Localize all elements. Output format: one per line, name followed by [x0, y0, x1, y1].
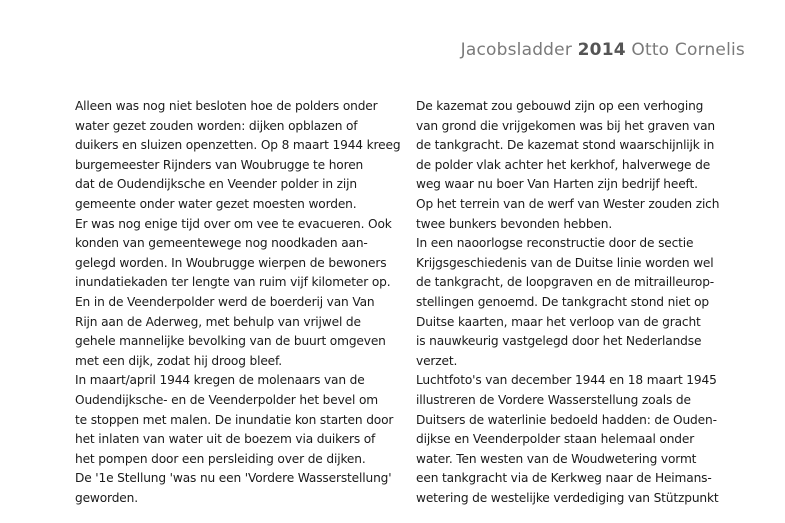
text-line: geworden.	[75, 490, 138, 505]
text-line: met een dijk, zodat hij droog bleef.	[75, 353, 283, 368]
text-line: verzet.	[416, 353, 458, 368]
text-line: weg waar nu boer Van Harten zijn bedrijf heeft.	[416, 177, 698, 192]
right-column	[416, 97, 719, 508]
header-author: Otto Cornelis	[631, 40, 745, 60]
text-line: De '1e Stellung 'was nu een 'Vordere Wasserstellung'	[75, 471, 392, 486]
text-line: In een naoorlogse reconstructie door de sectie	[416, 236, 694, 251]
text-line: stellingen genoemd. De tankgracht stond niet op	[416, 294, 710, 309]
text-line: In maart/april 1944 kregen de molenaars van de	[75, 373, 365, 388]
text-line: Rijn aan de Aderweg, met behulp van vrijwel de	[75, 314, 361, 329]
text-line: te stoppen met malen. De inundatie kon starten door	[75, 412, 394, 427]
header-title: Jacobsladder	[460, 40, 573, 60]
text-line: burgemeester Rijnders van Woubrugge te horen	[75, 157, 364, 172]
text-line: gemeente onder water gezet moesten worden.	[75, 196, 357, 211]
text-line: dat de Oudendijksche en Veender polder in zijn	[75, 177, 357, 192]
text-line: van grond die vrijgekomen was bij het graven van	[416, 118, 715, 133]
text-line: water gezet zouden worden: dijken opblazen of	[75, 118, 358, 133]
text-line: Duitsers de waterlinie bedoeld hadden: de Ouden-	[416, 412, 717, 427]
text-line: En in de Veenderpolder werd de boerderij van Van	[75, 294, 375, 309]
text-line: wetering de westelijke verdediging van Stützpunkt	[416, 490, 719, 505]
text-line: de tankgracht, de loopgraven en de mitrailleurop-	[416, 275, 715, 290]
text-line: Oudendijksche- en de Veenderpolder het bevel om	[75, 392, 379, 407]
text-line: duikers en sluizen openzetten. Op 8 maart 1944 kreeg	[75, 138, 401, 153]
text-line: Luchtfoto's van december 1944 en 18 maart 1945	[416, 373, 717, 388]
text-line: Er was nog enige tijd over om vee te evacueren. Ook	[75, 216, 392, 231]
text-line: inundatiekaden ter lengte van ruim vijf kilometer op.	[75, 275, 391, 290]
text-line: dijkse en Veenderpolder staan helemaal onder	[416, 432, 695, 447]
text-line: illustreren de Vordere Wasserstellung zoals de	[416, 392, 691, 407]
text-line: Duitse kaarten, maar het verloop van de gracht	[416, 314, 701, 329]
text-line: twee bunkers bevonden hebben.	[416, 216, 613, 231]
text-line: Alleen was nog niet besloten hoe de polders onder	[75, 99, 378, 113]
text-line: het pompen door een persleiding over de dijken.	[75, 451, 366, 466]
text-line: het inlaten van water uit de boezem via duikers of	[75, 432, 376, 447]
text-line: De kazemat zou gebouwd zijn op een verhoging	[416, 99, 704, 113]
text-line: gehele mannelijke bevolking van de buurt omgeven	[75, 334, 386, 349]
text-line: Op het terrein van de werf van Wester zouden zich	[416, 196, 720, 211]
running-header	[461, 40, 745, 60]
text-line: gelegd worden. In Woubrugge wierpen de bewoners	[75, 255, 387, 270]
text-line: de tankgracht. De kazemat stond waarschijnlijk in	[416, 138, 715, 153]
text-line: Krijgsgeschiedenis van de Duitse linie worden wel	[416, 255, 714, 270]
text-line: de polder vlak achter het kerkhof, halverwege de	[416, 157, 711, 172]
left-column	[75, 97, 400, 508]
text-line: konden van gemeentewege nog noodkaden aan-	[75, 236, 368, 251]
header-year: 2014	[577, 40, 626, 60]
text-line: is nauwkeurig vastgelegd door het Nederlandse	[416, 334, 702, 349]
text-line: een tankgracht via de Kerkweg naar de Heimans-	[416, 471, 712, 486]
text-line: water. Ten westen van de Woudwetering vormt	[416, 451, 697, 466]
